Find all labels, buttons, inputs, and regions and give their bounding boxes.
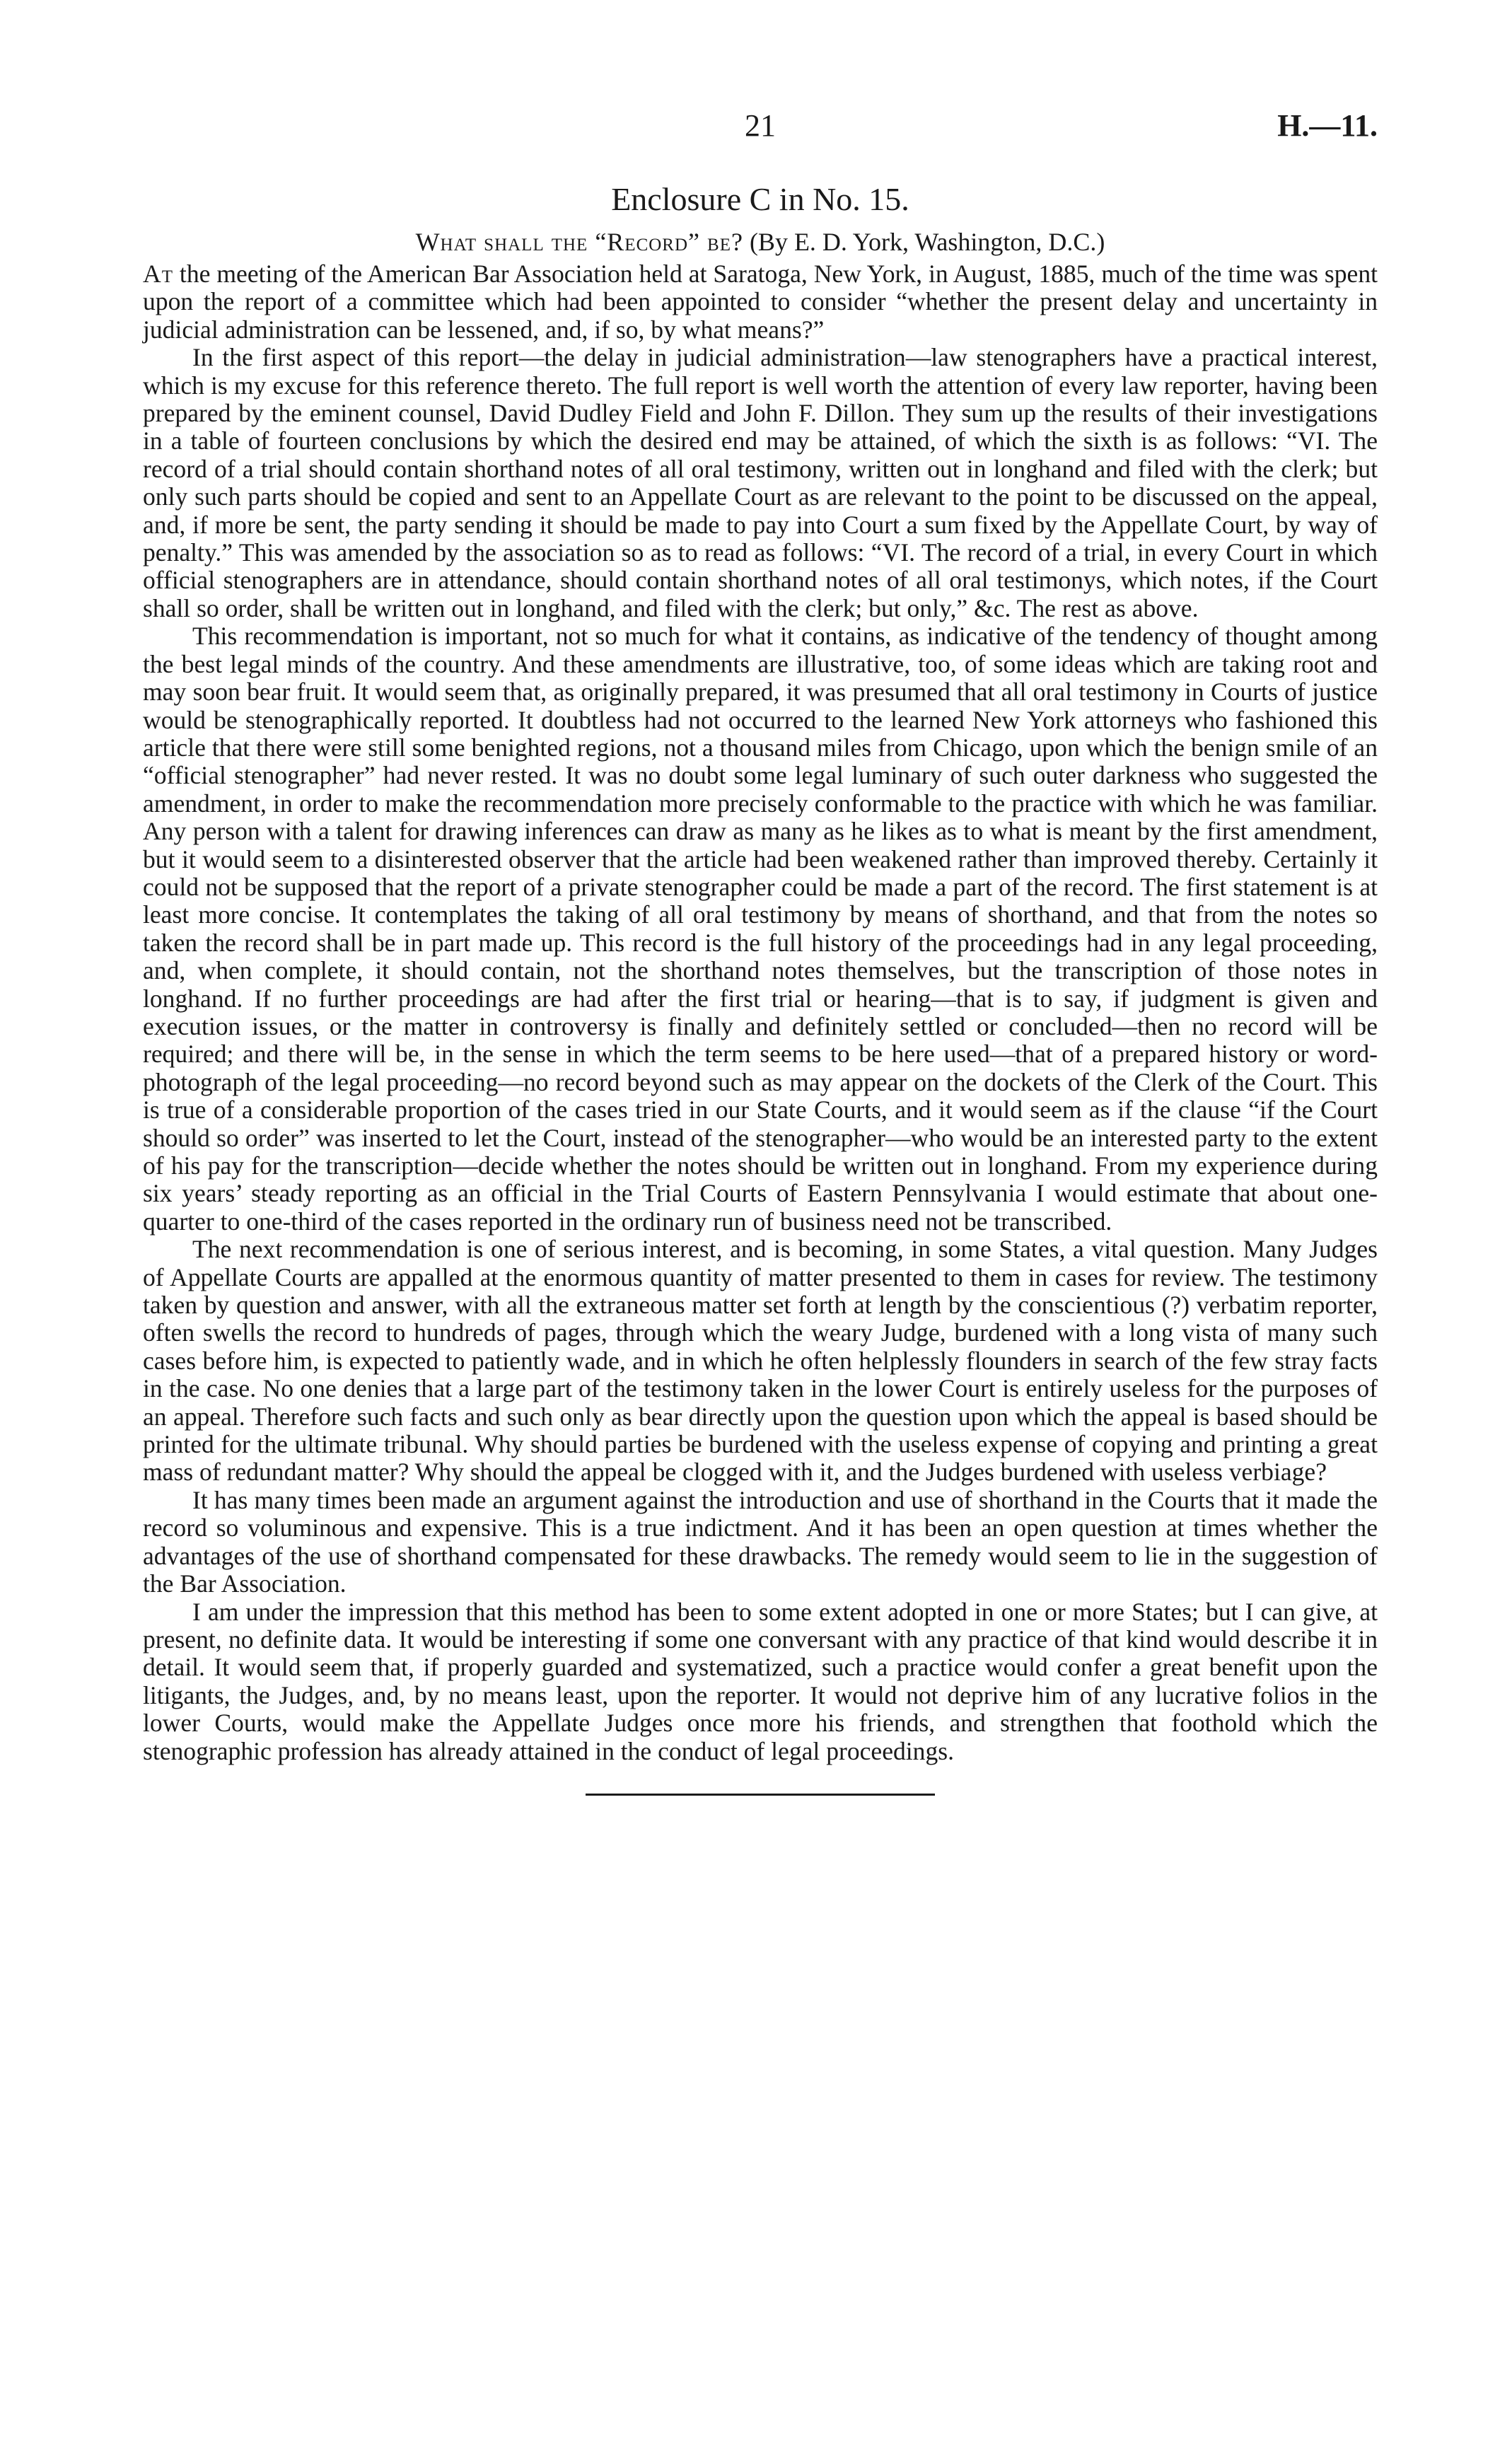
paragraph-2: In the first aspect of this report—the delay in judicial administration—law stenographers have a practical interest, which is my excuse for this reference thereto. The full report is well worth the attention of every law reporter, having been prepared by the eminent counsel, David Dudley Field and John F. Dillon. They sum up the results of their investigations in a table of fourteen conclusions by which the desired end may be attained, of which the sixth is as follows: “VI. The record of a trial should contain shorthand notes of all oral testimony, written out in longhand and filed with the clerk; but only such parts should be copied and sent to an Appellate Court as are relevant to the point to be discussed on the appeal, and, if more be sent, the party sending it should be made to pay into Court a sum fixed by the Appellate Court, by way of penalty.” This was amended by the association so as to read as follows: “VI. The record of a trial, in every Court in which official stenographers are in attendance, should contain shorthand notes of all oral testimonys, which notes, if the Court shall so order, shall be written out in longhand, and filed with the clerk; but only,” &c. The rest as above. — [143, 343, 1378, 622]
closing-rule — [586, 1794, 935, 1796]
paragraph-1 — [143, 260, 1378, 344]
enclosure-title: Enclosure C in No. 15. — [611, 181, 909, 217]
paragraph-lead-word: At — [143, 260, 173, 288]
article-heading — [143, 226, 1378, 257]
page-header — [143, 105, 1378, 154]
article-body — [143, 260, 1378, 1765]
article-byline: (By E. D. York, Washington, D.C.) — [749, 228, 1105, 256]
document-page — [143, 105, 1378, 1796]
paragraph-4: The next recommendation is one of serious interest, and is becoming, in some States, a vital question. Many Judges of Appellate Courts are appalled at the enormous quantity of matter presented to them in cases for review. The testimony taken by question and answer, with all the extraneous matter set forth at length by the conscientious (?) verbatim reporter, often swells the record to hundreds of pages, through which the weary Judge, burdened with a long vista of many such cases before him, is expected to patiently wade, and in which he often helplessly flounders in search of the few stray facts in the case. No one denies that a large part of the testimony taken in the lower Court is entirely useless for the purposes of an appeal. Therefore such facts and such only as bear directly upon the question upon which the appeal is based should be printed for the ultimate tribunal. Why should parties be burdened with the useless expense of copying and printing a great mass of redundant matter? Why should the appeal be clogged with it, and the Judges burdened with useless verbiage? — [143, 1235, 1378, 1487]
page-number: 21 — [745, 108, 776, 143]
paragraph-5: It has many times been made an argument against the introduction and use of shorthand in the Courts that it made the record so voluminous and expensive. This is a true indictment. And it has been an open question at times whether the advantages of the use of shorthand compensated for these drawbacks. The remedy would seem to lie in the suggestion of the Bar Association. — [143, 1485, 1378, 1598]
article-title: What shall the “Record” be? — [415, 228, 743, 256]
paragraph-1-text: the meeting of the American Bar Association held at Saratoga, New York, in August, 1885, much of the time was spent upon the report of a committee which had been appointed to consider “whether the present delay and uncertainty in judicial administration can be lessened, and, if so, by what means?” — [143, 260, 1378, 344]
paper-reference: H.—11. — [1277, 108, 1378, 143]
paragraph-6: I am under the impression that this method has been to some extent adopted in one or more States; but I can give, at present, no definite data. It would be interesting if some one conversant with any practice of that kind would describe it in detail. It would seem that, if properly guarded and systematized, such a practice would confer a great benefit upon the litigants, the Judges, and, by no means least, upon the reporter. It would not deprive him of any lucrative folios in the lower Courts, would make the Appellate Judges once more his friends, and strengthen that foothold which the stenographic profession has already attained in the conduct of legal proceedings. — [143, 1597, 1378, 1765]
paragraph-3: This recommendation is important, not so much for what it contains, as indicative of the tendency of thought among the best legal minds of the country. And these amendments are illustrative, too, of some ideas which are taking root and may soon bear fruit. It would seem that, as originally prepared, it was presumed that all oral testimony in Courts of justice would be stenographically reported. It doubtless had not occurred to the learned New York attorneys who fashioned this article that there were still some benighted regions, not a thousand miles from Chicago, upon which the benign smile of an “official stenographer” had never rested. It was no doubt some legal luminary of such outer darkness who suggested the amendment, in order to make the recommendation more precisely conformable to the practice with which he was familiar. Any person with a talent for drawing inferences can draw as many as he likes as to what is meant by the first amendment, but it would seem to a disinterested observer that the article had been weakened rather than improved thereby. Certainly it could not be supposed that the report of a private stenographer could be made a part of the record. The first statement is at least more concise. It contemplates the taking of all oral testimony by means of shorthand, and that from the notes so taken the record shall be in part made up. This record is the full history of the proceedings had in any legal proceeding, and, when complete, it should contain, not the shorthand notes themselves, but the transcription of those notes in longhand. If no further proceedings are had after the first trial or hearing—that is to say, if judgment is given and execution issues, or the matter in controversy is finally and definitely settled or concluded—then no record will be required; and there will be, in the sense in which the term seems to be here used—that of a prepared history or word-photograph of the legal proceeding—no record beyond such as may appear on the dockets of the Clerk of the Court. This is true of a considerable proportion of the cases tried in our State Courts, and it would seem as if the clause “if the Court should so order” was inserted to let the Court, instead of the stenographer—who would be an interested party to the extent of his pay for the transcription—decide whether the notes should be written out in longhand. From my experience during six years’ steady reporting as an official in the Trial Courts of Eastern Pennsylvania I would estimate that about one-quarter to one-third of the cases reported in the ordinary run of business need not be transcribed. — [143, 622, 1378, 1236]
